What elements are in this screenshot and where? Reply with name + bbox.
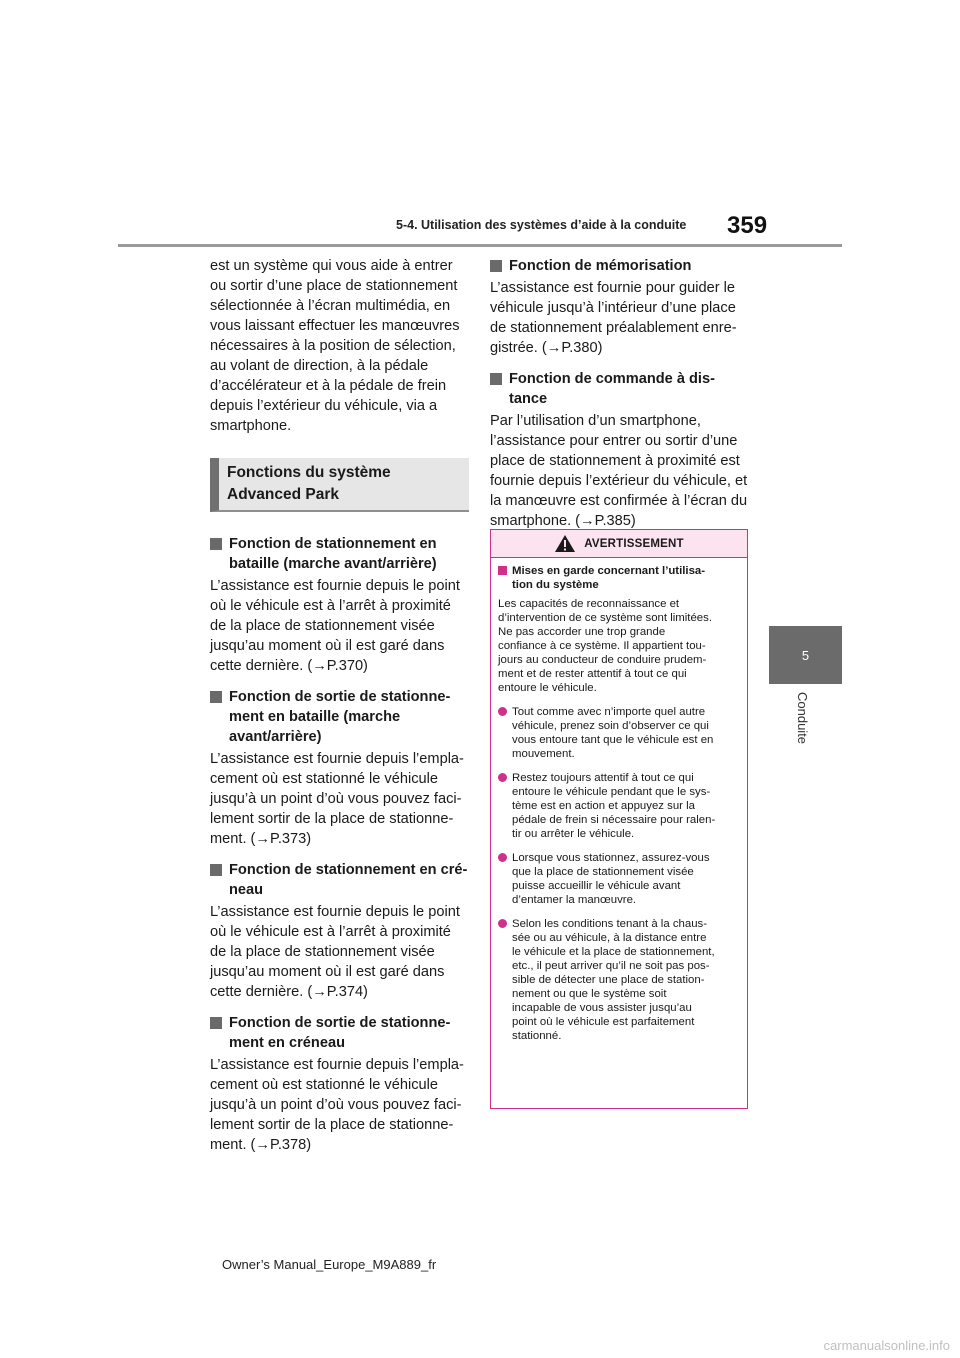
warning-bullet: Tout comme avec n’importe quel autre véhicule, prenez soin d’observer ce qui vous entoure tant que le véhicule est en mouvement. — [498, 705, 739, 761]
square-bullet-icon — [498, 566, 507, 575]
warning-bullet: Lorsque vous stationnez, assurez-vous que la place de stationnement visée puisse accueillir le véhicule avant d’entamer la manœuvre. — [498, 851, 739, 907]
watermark: carmanualsonline.info — [823, 1338, 950, 1353]
section-heading: Fonctions du système Advanced Park — [210, 458, 469, 512]
bullet-dot-icon — [498, 773, 507, 782]
header-divider — [118, 244, 842, 247]
square-bullet-icon — [210, 538, 222, 550]
square-bullet-icon — [490, 373, 502, 385]
feature-title: Fonction de mémorisation — [490, 256, 752, 276]
feature-title: Fonction de stationnement en bataille (marche avant/arrière) — [210, 534, 472, 574]
square-bullet-icon — [210, 864, 222, 876]
feature-title: Fonction de sortie de stationne- ment en créneau — [210, 1013, 472, 1053]
intro-paragraph: est un système qui vous aide à entrer ou sortir d’une place de stationnement sélectionnée à l’écran multimédia, en vous laissant effectuer les manœuvres nécessaires à la position de sélection, au volant de direction, à la pédale d’accélérateur et à la pédale de frein depuis l’extérieur du véhicule, via a smartphone. — [210, 258, 460, 434]
feature-body: L’assistance est fournie depuis le point où le véhicule est à l’arrêt à proximité de la place de stationnement visée jusqu’au moment où il est garé dans cette dernière. (→P.370) — [210, 578, 460, 674]
footer-manual-id: Owner’s Manual_Europe_M9A889_fr — [222, 1257, 437, 1272]
feature-body: L’assistance est fournie depuis le point où le véhicule est à l’arrêt à proximité de la place de stationnement visée jusqu’au moment où il est garé dans cette dernière. (→P.374) — [210, 904, 460, 1000]
feature-title: Fonction de commande à dis- tance — [490, 369, 752, 409]
chapter-number: 5 — [801, 647, 810, 663]
page-number: 359 — [727, 212, 768, 239]
right-column — [490, 256, 752, 542]
feature-body: L’assistance est fournie depuis l’empla- cement où est stationné le véhicule jusqu’à un point d’où vous pouvez faci- lement sortir de la place de stationne- ment. (→P.378) — [210, 1057, 464, 1153]
feature-body: L’assistance est fournie pour guider le véhicule jusqu’à l’intérieur d’une place de stationnement préalablement enre- gistrée. (→P.380) — [490, 280, 737, 356]
square-bullet-icon — [210, 1017, 222, 1029]
warning-bullet: Restez toujours attentif à tout ce qui entoure le véhicule pendant que le sys- tème est en action et appuyez sur la pédale de frein si nécessaire pour ralen- tir ou arrêter le véhicule. — [498, 771, 739, 841]
left-column — [210, 256, 472, 1166]
warning-triangle-icon — [554, 534, 576, 553]
warning-bullet: Selon les conditions tenant à la chaus- sée ou au véhicule, à la distance entre le véhicule et la place de stationnement, etc., il peut arriver qu’il ne soit pas pos- sible de détecter une place de station- nement ou que le système soit incapable de vous assister jusqu’au point où le véhicule est parfaitement stationné. — [498, 917, 739, 1043]
warning-body — [491, 558, 747, 1043]
warning-box — [490, 529, 748, 1109]
warning-title: Mises en garde concernant l’utilisa- tion du système — [498, 564, 739, 592]
bullet-dot-icon — [498, 853, 507, 862]
bullet-dot-icon — [498, 919, 507, 928]
bullet-dot-icon — [498, 707, 507, 716]
feature-title: Fonction de stationnement en cré- neau — [210, 860, 472, 900]
square-bullet-icon — [490, 260, 502, 272]
warning-intro: Les capacités de reconnaissance et d’intervention de ce système sont limitées. Ne pas accorder une trop grande confiance à ce système. Il appartient tou- jours au conducteur de conduire prudem- ment et de rester attentif à tout ce qui entoure le véhicule. — [498, 598, 712, 694]
chapter-tab[interactable] — [769, 626, 842, 684]
warning-label: AVERTISSEMENT — [584, 537, 684, 550]
section-header: 5-4. Utilisation des systèmes d’aide à la conduite — [396, 218, 687, 232]
feature-body: L’assistance est fournie depuis l’empla- cement où est stationné le véhicule jusqu’à un point d’où vous pouvez faci- lement sortir de la place de stationne- ment. (→P.373) — [210, 751, 464, 847]
chapter-label: Conduite — [795, 692, 810, 745]
square-bullet-icon — [210, 691, 222, 703]
feature-title: Fonction de sortie de stationne- ment en bataille (marche avant/arrière) — [210, 687, 472, 747]
feature-body: Par l’utilisation d’un smartphone, l’assistance pour entrer ou sortir d’une place de stationnement à proximité est fournie depuis l’extérieur du véhicule, et la manœuvre est confirmée à l’écran du smartphone. (→P.385) — [490, 413, 748, 529]
warning-header — [491, 530, 747, 558]
